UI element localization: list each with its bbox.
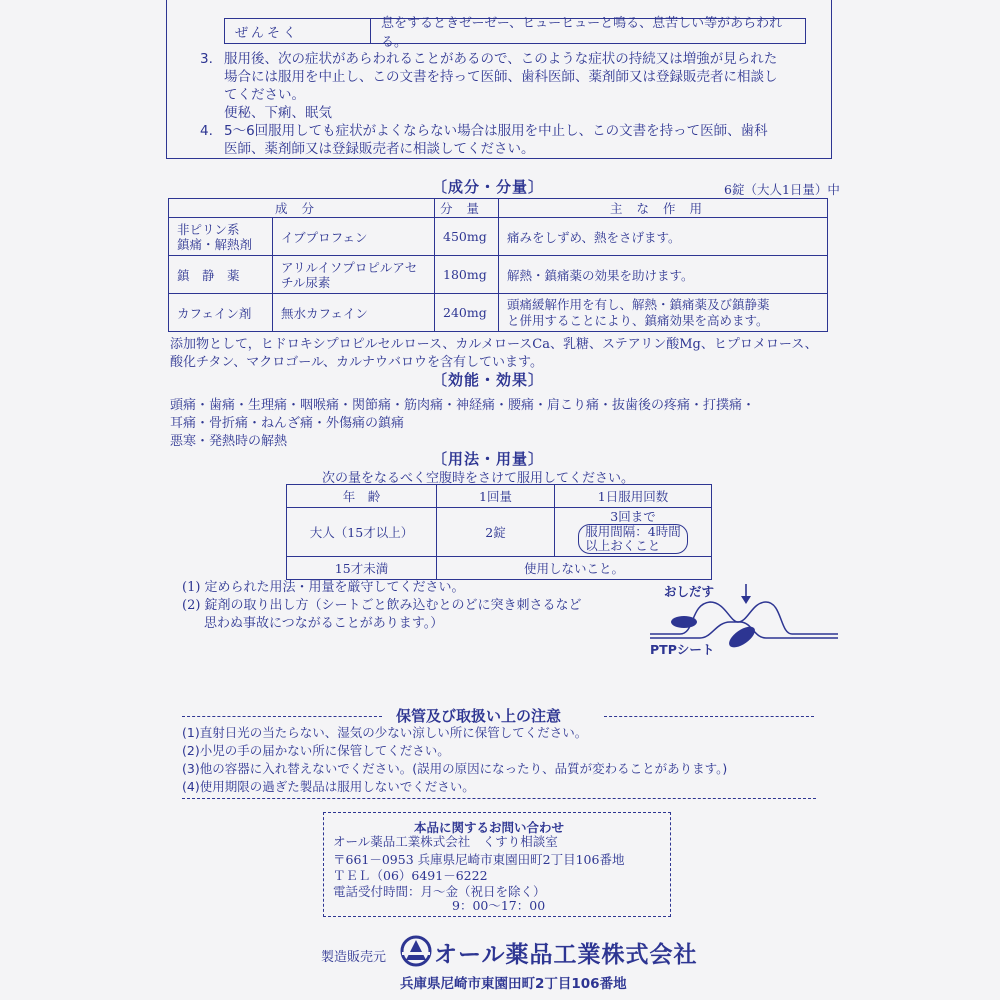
- adult-interval: 服用間隔：4時間 以上おくこと: [578, 524, 687, 554]
- dosage-title: 〔用法・用量〕: [432, 450, 545, 468]
- storage-item-1: (1)直射日光の当たらない、湿気の少ない涼しい所に保管してください。: [182, 725, 588, 740]
- row-category: 非ピリン系 鎮痛・解熱剤: [169, 218, 273, 256]
- dosage-table: [286, 484, 712, 580]
- manufacturer-label: 製造販売元: [321, 950, 387, 965]
- divider-right: [604, 716, 814, 717]
- ingredients-note: 6錠（大人1日量）中: [724, 182, 840, 197]
- item3-symptoms: 便秘、下痢、眠気: [224, 105, 332, 121]
- row-amount: 450mg: [435, 218, 499, 256]
- dosage-note1: (1) 定められた用法・用量を厳守してください。: [182, 580, 465, 595]
- ingredients-table: [168, 198, 828, 332]
- table-row: [287, 508, 712, 557]
- child-note: 使用しないこと。: [437, 557, 712, 580]
- row-name: アリルイソプロピルアセ チル尿素: [273, 256, 435, 294]
- contact-hours: 9：00～17：00: [452, 898, 546, 913]
- header-component: 成分: [169, 199, 435, 218]
- table-row: [169, 294, 828, 332]
- storage-title: 保管及び取扱い上の注意: [396, 707, 562, 725]
- item4-line1: 5～6回服用しても症状がよくならない場合は服用を中止し、この文書を持って医師、歯科: [224, 123, 768, 139]
- table-header-row: [169, 199, 828, 218]
- contact-address: 〒661－0953 兵庫県尼崎市東園田町2丁目106番地: [333, 852, 625, 867]
- efficacy-title: 〔効能・効果〕: [432, 371, 545, 389]
- company-logo-icon: [400, 935, 432, 967]
- asthma-desc: 息をするときゼーゼー、ヒューヒューと鳴る、息苦しい等があらわれる。: [381, 16, 783, 50]
- table-row: [287, 557, 712, 580]
- adult-times: 3回まで: [610, 509, 656, 524]
- storage-item-4: (4)使用期限の過ぎた製品は服用しないでください。: [182, 779, 475, 794]
- storage-item-3: (3)他の容器に入れ替えないでください。(誤用の原因になったり、品質が変わることがあります。): [182, 761, 728, 776]
- storage-item-2: (2)小児の手の届かない所に保管してください。: [182, 743, 450, 758]
- manufacturer-name: オール薬品工業株式会社: [434, 942, 698, 968]
- efficacy-line3: 悪寒・発熱時の解熱: [170, 434, 288, 449]
- item4-num: 4.: [200, 123, 213, 139]
- row-amount: 240mg: [435, 294, 499, 332]
- adult-dose: 2錠: [437, 508, 555, 557]
- header-age: 年 齢: [287, 485, 437, 508]
- table-row: [169, 256, 828, 294]
- child-age: 15才未満: [287, 557, 437, 580]
- header-effect: 主な作用: [499, 199, 828, 218]
- contact-hours-label: 電話受付時間：月～金（祝日を除く）: [333, 884, 546, 899]
- dosage-note2b: 思わぬ事故につながることがあります。）: [204, 616, 444, 631]
- contact-title: 本品に関するお問い合わせ: [414, 820, 565, 835]
- item3-line1: 服用後、次の症状があらわれることがあるので、このような症状の持続又は増強が見られた: [224, 51, 778, 67]
- table-header-row: [287, 485, 712, 508]
- header-amount: 分量: [435, 199, 499, 218]
- asthma-row: [224, 16, 806, 50]
- ingredients-title: 〔成分・分量〕: [432, 178, 545, 196]
- diagram-sheet-label: PTPシート: [650, 642, 715, 657]
- row-effect: 頭痛緩解作用を有し、解熱・鎮痛薬及び鎮静薬 と併用することにより、鎮痛効果を高めます。: [499, 294, 828, 332]
- row-name: 無水カフェイン: [273, 294, 435, 332]
- dosage-intro: 次の量をなるべく空腹時をさけて服用してください。: [322, 471, 635, 486]
- item3-line3: てください。: [224, 87, 305, 103]
- contact-tel: ＴＥＬ（06）6491－6222: [333, 868, 488, 883]
- row-effect: 痛みをしずめ、熱をさげます。: [499, 218, 828, 256]
- header-dose: 1回量: [437, 485, 555, 508]
- manufacturer-address: 兵庫県尼崎市東園田町2丁目106番地: [400, 976, 627, 992]
- divider-left: [182, 716, 382, 717]
- efficacy-line2: 耳痛・骨折痛・ねんざ痛・外傷痛の鎮痛: [170, 416, 405, 431]
- additives-line2: 酸化チタン、マクロゴール、カルナウバロウを含有しています。: [170, 355, 543, 370]
- adult-age: 大人（15才以上）: [287, 508, 437, 557]
- efficacy-line1: 頭痛・歯痛・生理痛・咽喉痛・関節痛・筋肉痛・神経痛・腰痛・肩こり痛・抜歯後の疼痛・打撲痛・: [170, 398, 756, 413]
- row-name: イブプロフェン: [273, 218, 435, 256]
- row-amount: 180mg: [435, 256, 499, 294]
- additives-line1: 添加物として，ヒドロキシプロピルセルロース、カルメロースCa、乳糖、ステアリン酸Mg、ヒプロメロース、: [170, 337, 818, 352]
- dosage-note2a: (2) 錠剤の取り出し方（シートごと飲み込むとのどに突き刺さるなど: [182, 598, 582, 613]
- item3-line2: 場合には服用を中止し、この文書を持って医師、歯科医師、薬剤師又は登録販売者に相談し: [224, 69, 778, 85]
- row-effect: 解熱・鎮痛薬の効果を助けます。: [499, 256, 828, 294]
- divider-bottom: [182, 798, 816, 799]
- item4-line2: 医師、薬剤師又は登録販売者に相談してください。: [224, 141, 535, 157]
- row-category: 鎮 静 薬: [169, 256, 273, 294]
- asthma-label: ぜんそく: [225, 19, 371, 43]
- contact-company: オール薬品工業株式会社 くすり相談室: [333, 834, 558, 849]
- diagram-push-label: おしだす: [664, 584, 715, 599]
- table-row: [169, 218, 828, 256]
- row-category: カフェイン剤: [169, 294, 273, 332]
- item3-num: 3.: [200, 51, 213, 67]
- adult-times-cell: [555, 508, 712, 557]
- header-times: 1日服用回数: [555, 485, 712, 508]
